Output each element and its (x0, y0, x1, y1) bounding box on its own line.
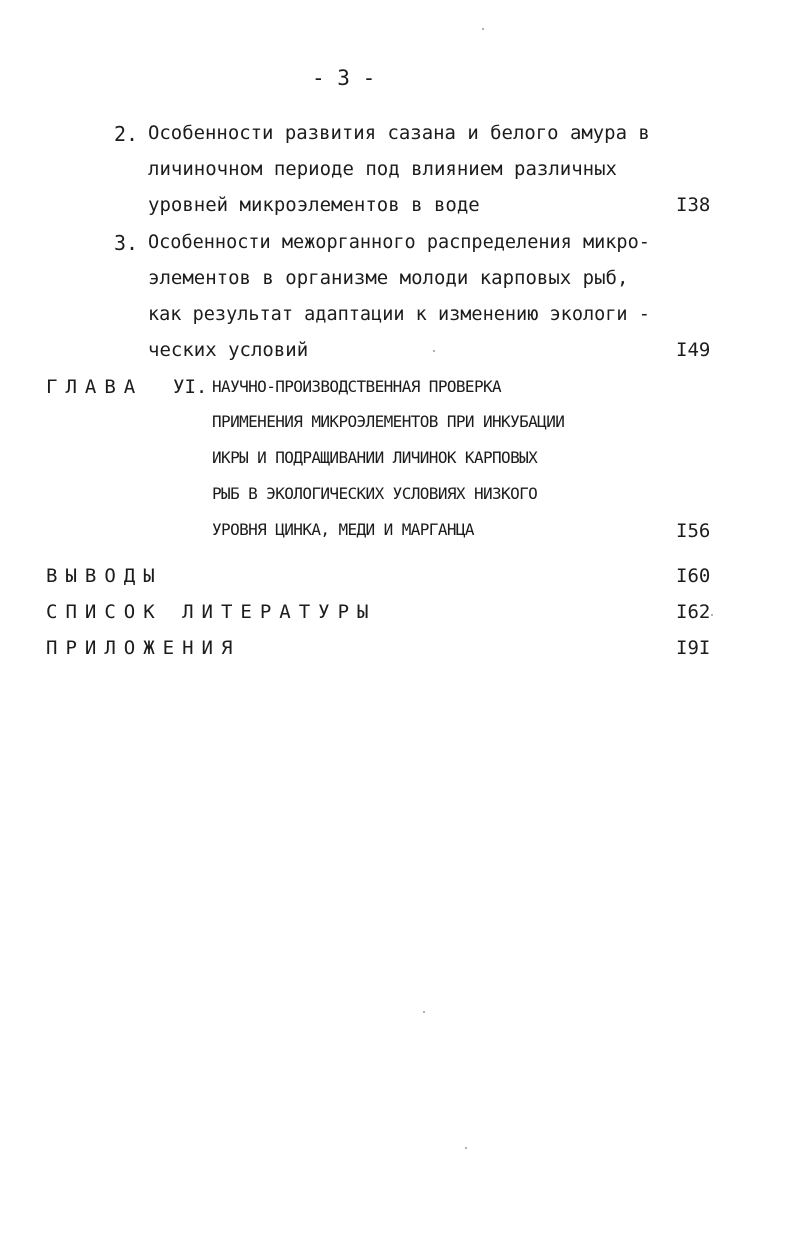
toc-page-number: I60 (676, 565, 711, 587)
chapter-title-line: НАУЧНО-ПРОИЗВОДСТВЕННАЯ ПРОВЕРКА (212, 377, 502, 396)
toc-item-text-line: как результат адаптации к изменению экологи - (148, 303, 650, 325)
chapter-label: ГЛАВА (46, 376, 144, 398)
scan-speck (433, 350, 435, 352)
toc-page-number: I56 (676, 520, 711, 542)
scan-speck (465, 1147, 467, 1149)
toc-page-number: I49 (676, 339, 711, 361)
section-title: ВЫВОДЫ (46, 565, 163, 587)
toc-item-text-line: Особенности развития сазана и белого амура в (148, 122, 650, 144)
chapter-title-line: РЫБ В ЭКОЛОГИЧЕСКИХ УСЛОВИЯХ НИЗКОГО (212, 484, 538, 503)
chapter-title-line: УРОВНЯ ЦИНКА, МЕДИ И МАРГАНЦА (212, 520, 474, 539)
scan-speck (423, 1011, 425, 1013)
toc-item-number: 3. (114, 231, 139, 255)
toc-page-number: I62 (676, 601, 711, 623)
toc-item-text-line: ческих условий (148, 339, 309, 361)
toc-item-text-line: личиночном периоде под влиянием различных (148, 158, 617, 180)
scan-speck (482, 28, 484, 30)
toc-item-text-line: Особенности межорганного распределения микро- (148, 231, 650, 253)
section-title: СПИСОК ЛИТЕРАТУРЫ (46, 601, 377, 623)
chapter-roman-numeral: УI. (173, 376, 208, 398)
scan-speck (711, 614, 713, 616)
chapter-title-line: ИКРЫ И ПОДРАЩИВАНИИ ЛИЧИНОК КАРПОВЫХ (212, 448, 538, 467)
page-number: - 3 - (312, 66, 376, 90)
toc-page-number: I38 (676, 194, 711, 216)
toc-page-number: I9I (676, 637, 711, 659)
toc-item-text-line: элементов в организме молоди карповых рыб, (148, 267, 629, 289)
section-title: ПРИЛОЖЕНИЯ (46, 637, 241, 659)
chapter-title-line: ПРИМЕНЕНИЯ МИКРОЭЛЕМЕНТОВ ПРИ ИНКУБАЦИИ (212, 412, 565, 431)
toc-item-text-line: уровней микроэлементов в воде (148, 194, 480, 216)
toc-item-number: 2. (114, 122, 139, 146)
